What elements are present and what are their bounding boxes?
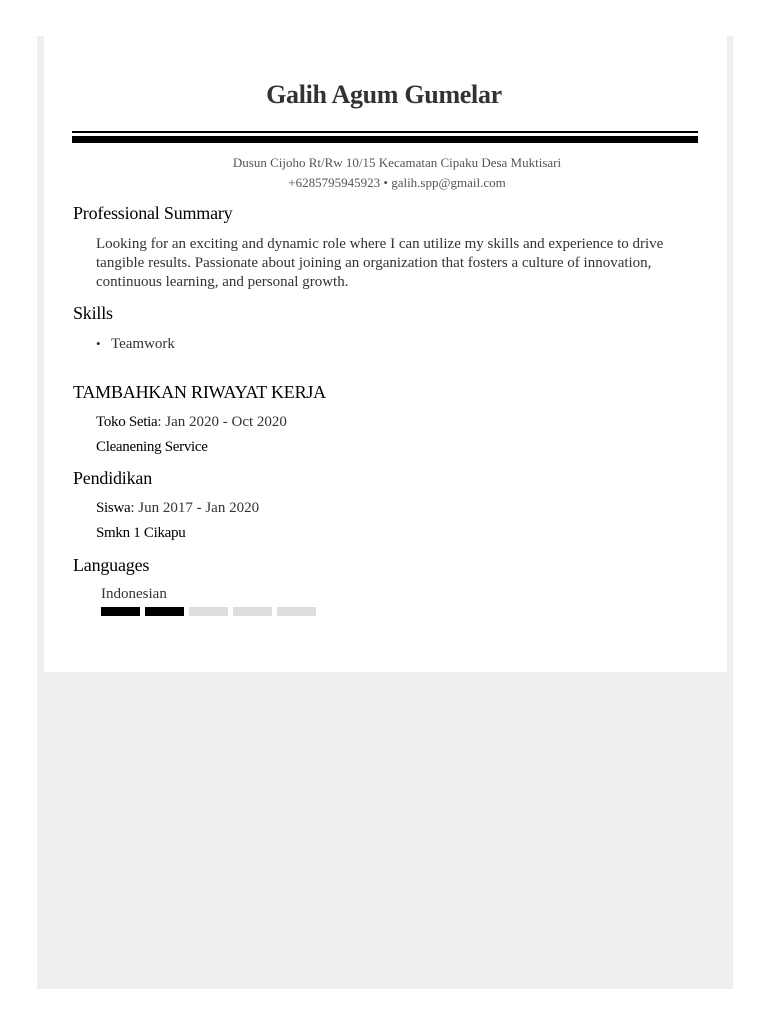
section-title-languages: Languages xyxy=(73,555,150,575)
experience-org: Toko Setia xyxy=(96,414,158,430)
education-org: Siswa xyxy=(96,500,131,516)
education-dates: : Jun 2017 - Jan 2020 xyxy=(130,500,260,516)
experience-role: Cleanening Service xyxy=(96,439,208,455)
experience-entry xyxy=(96,414,287,431)
section-title-skills: Skills xyxy=(73,303,113,323)
section-title-education: Pendidikan xyxy=(73,468,152,488)
header-rule-thin xyxy=(72,131,698,133)
section-title-experience: TAMBAHKAN RIWAYAT KERJA xyxy=(73,382,326,402)
language-name: Indonesian xyxy=(101,586,167,602)
skill-label: Teamwork xyxy=(111,336,175,352)
language-level-segment-empty xyxy=(189,607,228,616)
language-level-segment-filled xyxy=(101,607,140,616)
contact-separator: • xyxy=(380,175,392,190)
skills-list xyxy=(96,335,175,353)
contact-phone: +6285795945923 xyxy=(288,175,381,190)
language-level-segment-filled xyxy=(145,607,184,616)
language-level-bar xyxy=(101,607,316,616)
contact-email: galih.spp@gmail.com xyxy=(391,175,506,190)
language-level-segment-empty xyxy=(277,607,316,616)
skill-item xyxy=(96,335,175,353)
section-title-summary: Professional Summary xyxy=(73,203,233,223)
experience-dates: : Jan 2020 - Oct 2020 xyxy=(157,414,287,430)
contact-address: Dusun Cijoho Rt/Rw 10/15 Kecamatan Cipaku Desa Muktisari xyxy=(232,155,562,170)
education-entry xyxy=(96,500,259,517)
resume-name: Galih Agum Gumelar xyxy=(266,80,502,109)
header-rule-thick xyxy=(72,136,698,143)
education-school: Smkn 1 Cikapu xyxy=(96,525,186,541)
language-level-segment-empty xyxy=(233,607,272,616)
summary-text: Looking for an exciting and dynamic role where I can utilize my skills and experience to drive tangible results. Passionate about joining an organization that fosters a culture of innovation, continuous learning, and personal growth. xyxy=(96,236,664,290)
contact-line xyxy=(0,175,768,191)
bullet-icon: • xyxy=(96,336,101,351)
